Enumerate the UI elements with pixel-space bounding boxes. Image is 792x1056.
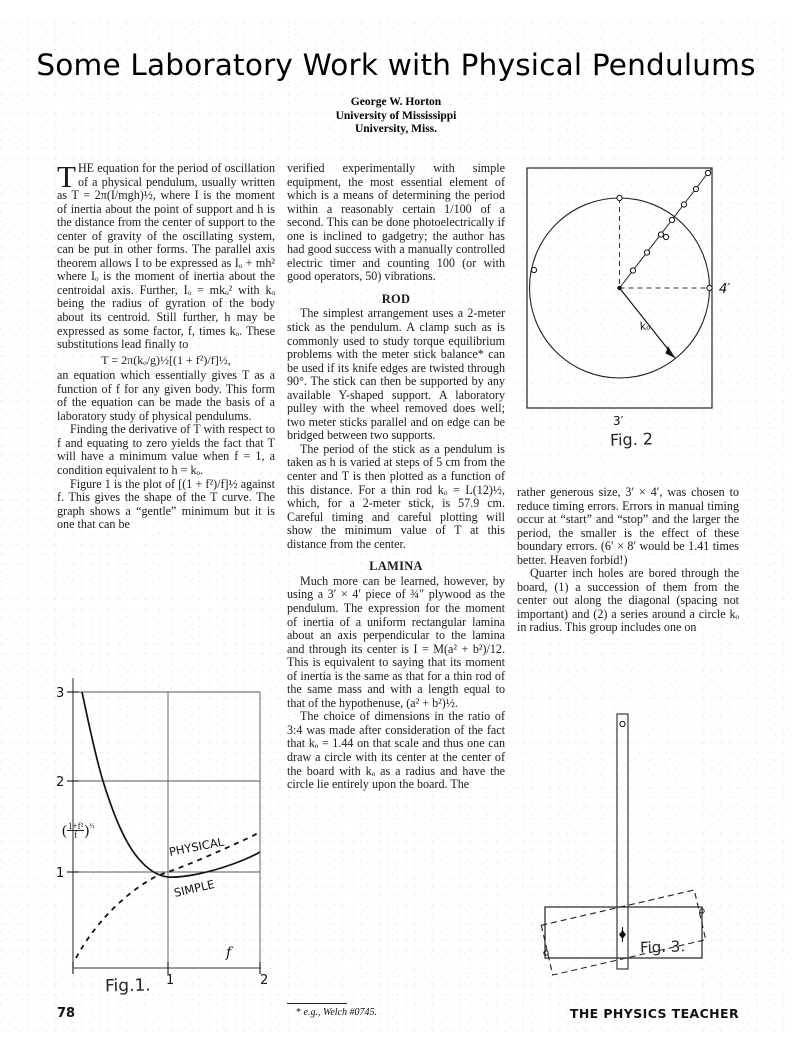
location: University, Miss. <box>354 123 438 135</box>
section-heading-lamina: LAMINA <box>369 559 423 574</box>
column-2 <box>287 162 505 792</box>
yaxis-label-denominator: f <box>74 830 78 841</box>
equation-period: T = 2π(kₒ/g)½[(1 + f²)/f]½, <box>101 352 231 367</box>
radius-label: kₒ <box>639 319 652 333</box>
circle-holes <box>531 195 712 290</box>
figure-3-caption: Fig. 3. <box>639 937 686 957</box>
curve-physical-label: PHYSICAL <box>167 834 226 859</box>
paragraph-2: an equation which essentially gives T as a function of f for any given body. This form of the equation can be made the basis of a laboratory study of physical pendulums. <box>57 368 275 423</box>
paragraph-4: Figure 1 is the plot of [(1 + f²)/f]½ against f. This gives the shape of the T curve. The graph shows a “gentle” minimum but it is one that can be <box>57 476 275 532</box>
col2-paragraph-5: The choice of dimensions in the ratio of 3:4 was made after consideration of the fact that kₒ = 1.44 on that scale and thus one can draw a circle with its center at the center of the board with kₒ as a radius and have the circle lie entirely upon the board. The <box>287 709 505 792</box>
affiliation: University of Mississippi <box>335 109 457 122</box>
figure-1-yaxis-label: ( $\frac{\text{1+f²}}{f}$ )$^{\frac{1}{2}}$ <box>62 821 95 841</box>
figure-2-svg <box>512 158 752 428</box>
byline <box>0 96 792 137</box>
y-tick-1: 1 <box>56 866 65 881</box>
y-tick-2: 2 <box>56 775 65 790</box>
col2-paragraph-2: The simplest arrangement uses a 2-meter stick as the pendulum. A clamp such as is commonly used to study torque equilibrium problems with the meter stick balance* can be used if its knife edges are twisted through 90°. The stick can then be supported by any available Y-shaped support. A laboratory pulley with the wheel removed does well; two meter sticks parallel and on edge can be bridged between two supports. <box>287 306 505 443</box>
section-heading-rod: ROD <box>381 291 411 306</box>
width-label: 3′ <box>613 414 624 428</box>
col2-paragraph-3: The period of the stick as a pendulum is taken as h is varied at steps of 5 cm from the center and T is then plotted as a function of this distance. For a thin rod kₒ = L(12)½, which, for a 2-meter stick, is 57.9 cm. Careful timing and careful plotting will show the minimum value of T at this distance from the center. <box>287 441 505 551</box>
drop-cap: T <box>57 159 76 194</box>
figure-3-svg <box>505 700 755 990</box>
x-tick-1: 1 <box>166 973 175 988</box>
yaxis-label-exponent: ½ <box>89 822 95 830</box>
paragraph-intro <box>57 159 275 352</box>
col3-paragraph-2: Quarter inch holes are bored through the board, (1) a succession of them from the center out along the diagonal (spacing not important) and (2) a series around a circle kₒ in radius. This group includes one on <box>517 566 739 635</box>
page-number: 78 <box>57 1006 76 1021</box>
figure-2 <box>512 158 752 428</box>
figure-3 <box>505 700 755 990</box>
column-3 <box>517 486 739 635</box>
y-tick-3: 3 <box>56 686 65 701</box>
rod-pivot-hole <box>620 721 625 726</box>
footnote-rule <box>287 1003 347 1004</box>
footnote-marker: * <box>296 1007 301 1018</box>
paragraph-intro-text: HE equation for the period of oscillation of a physical pendulum, usually written as T = 2π(I/mgh)½, where I is the moment of inertia about the point of support and h is the distance from the center of support to the center of gravity of the oscillating system, can be put in other forms. The parallel axis theorem allows I to be expressed as Iₒ + mh² where Iₒ is the moment of inertia about the centroidal axis. Further, Iₒ = mkₒ² with kₒ being the radius of gyration of the body about its centroid. Still further, h may be expressed as some factor, f, times kₒ. These substitutions lead finally to <box>57 161 275 352</box>
journal-name: THE PHYSICS TEACHER <box>569 1006 739 1021</box>
paragraph-3: Finding the derivative of T with respect to f and equating to zero yields the fact that T will have a minimum value when f = 1, a condition equivalent to h = kₒ. <box>57 422 275 478</box>
page-title: Some Laboratory Work with Physical Pendulums <box>36 48 756 82</box>
col2-paragraph-4: Much more can be learned, however, by using a 3′ × 4′ piece of ¾″ plywood as the pendulum. The expression for the moment of inertia of a uniform rectangular lamina about an axis perpendicular to the lamina and through its center is I = M(a² + b²)/12. This is equivalent to saying that its moment of inertia is the same as that for a thin rod of the same mass and with a length equal to that of the hypothenuse, (a² + b²)½. <box>287 573 505 710</box>
figure-2-caption: Fig. 2 <box>609 429 654 450</box>
author-name: George W. Horton <box>350 96 442 108</box>
x-axis-label: f <box>226 945 232 961</box>
col2-paragraph-1: verified experimentally with simple equipment, the most essential element of which is a means of determining the period within a reasonably certain 1/100 of a second. This can be done photoelectrically if one is inclined to gadgetry; the author has had good success with a manually controlled electric timer and counting 100 (or with good operators, 50) vibrations. <box>287 161 505 284</box>
figure-1-caption: Fig.1. <box>104 975 151 997</box>
col3-paragraph-1: rather generous size, 3′ × 4′, was chosen to reduce timing errors. Errors in manual timing occur at “start” and “stop” and the larger the period, the smaller is the effect of these boundary errors. (6′ × 8′ would be 1.41 times better. Heaven forbid!) <box>517 485 739 567</box>
footnote-eg: e.g., Welch #0745. <box>303 1007 378 1018</box>
footnote <box>287 1003 505 1018</box>
curve-simple-label: SIMPLE <box>172 877 216 900</box>
footnote-text <box>287 1007 505 1018</box>
yaxis-label-numerator: 1+f² <box>68 821 84 832</box>
rod-attachment-bolt <box>619 927 626 942</box>
height-label: 4′ <box>719 282 731 297</box>
x-tick-2: 2 <box>260 973 269 988</box>
column-1 <box>57 159 275 532</box>
